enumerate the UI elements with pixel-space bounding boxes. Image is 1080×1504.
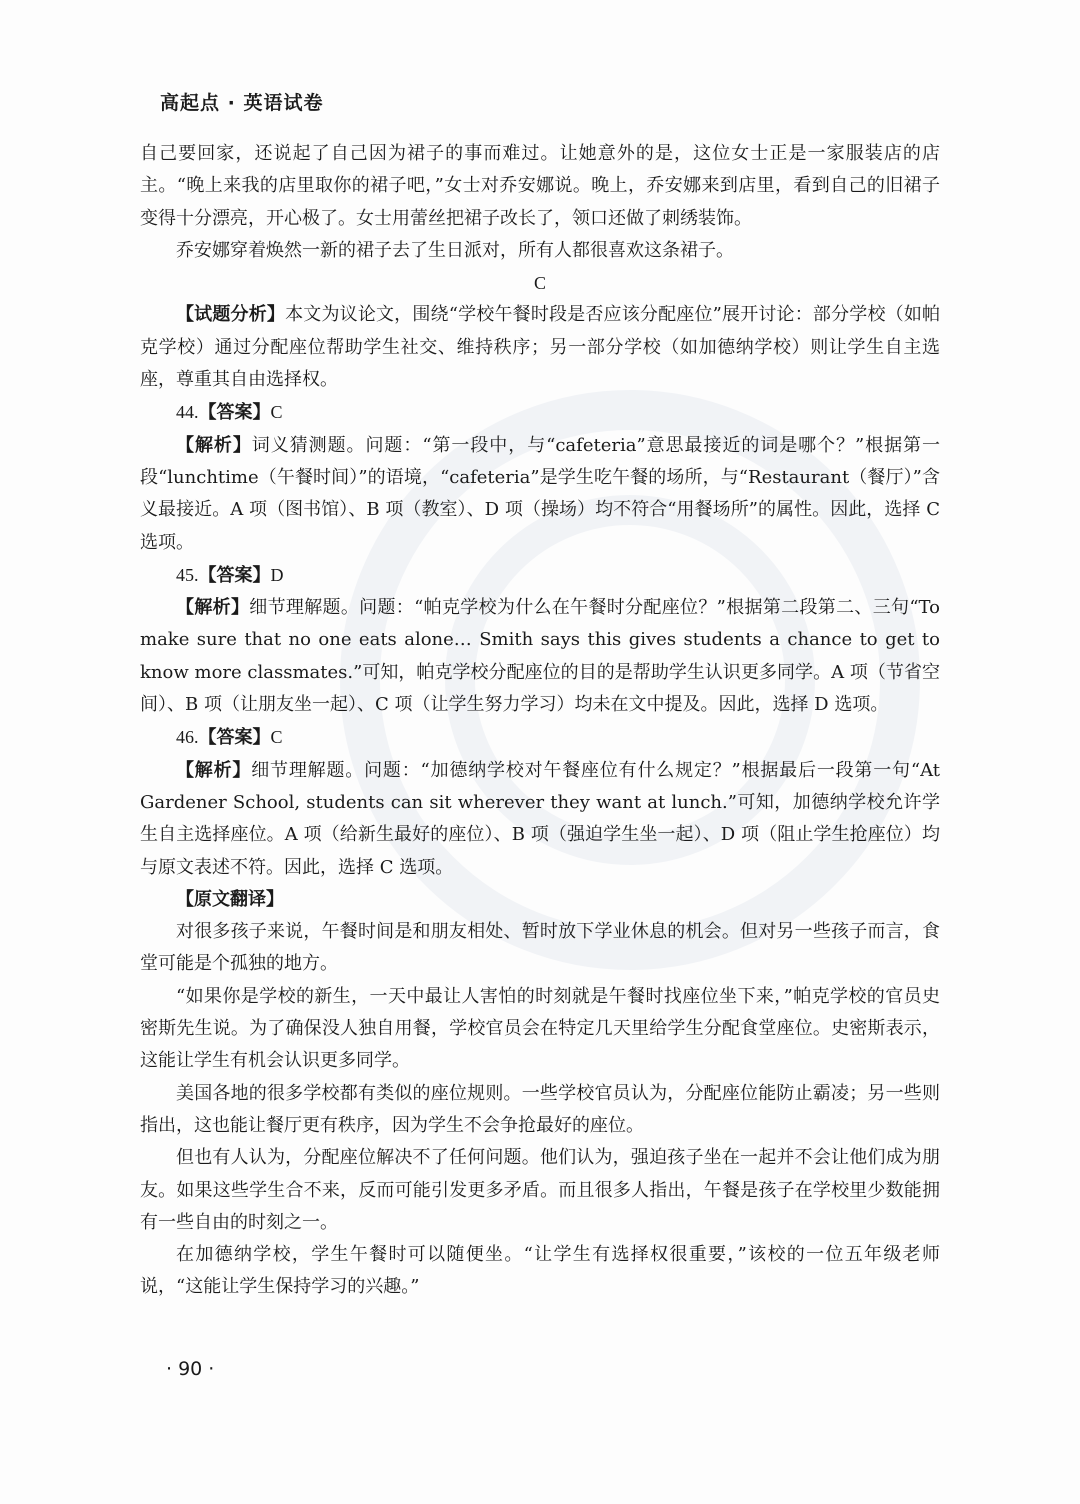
question-number: 45. <box>176 564 199 585</box>
explanation-tag: 【解析】 <box>176 759 252 781</box>
answer-tag: 【答案】 <box>198 402 271 424</box>
explanation-tag: 【解析】 <box>176 597 250 619</box>
answer-value: D <box>270 564 284 585</box>
page-header: 高起点 · 英语试卷 <box>160 92 324 114</box>
translation-paragraph: “如果你是学校的新生，一天中最让人害怕的时刻就是午餐时找座位坐下来，”帕克学校的官员史密斯先生说。为了确保没人独自用餐，学校官员会在特定几天里给学生分配食堂座位。史密斯表示，这能让学生有机会认识更多同学。 <box>140 985 940 1072</box>
explanation-text: 细节理解题。问题：“帕克学校为什么在午餐时分配座位？”根据第二段第二、三句“To make sure that no one eats alone… Smith says this gives students a chance to get to know more classmates.”可知，帕克学校分配座位的目的是帮助学生认识更多同学。A 项（节省空间）、B 项（让朋友坐一起）、C 项（让学生努力学习）均未在文中提及。因此，选择 D 选项。 <box>140 597 940 716</box>
translation-paragraph: 在加德纳学校，学生午餐时可以随便坐。“让学生有选择权很重要，”该校的一位五年级老师说，“这能让学生保持学习的兴趣。” <box>140 1244 940 1298</box>
explanation-text: 词义猜测题。问题：“第一段中，与“cafeteria”意思最接近的词是哪个？”根据第一段“lunchtime（午餐时间）”的语境，“cafeteria”是学生吃午餐的场所，与“Restaurant（餐厅）”含义最接近。A 项（图书馆）、B 项（教室）、D 项（操场）均不符合“用餐场所”的属性。因此，选择 C 选项。 <box>140 434 940 553</box>
explanation-paragraph <box>140 430 940 559</box>
analysis-paragraph <box>140 299 940 396</box>
section-letter: C <box>533 273 546 294</box>
question-number: 44. <box>176 402 199 423</box>
explanation-text: 细节理解题。问题：“加德纳学校对午餐座位有什么规定？”根据最后一段第一句“At Gardener School, students can sit wherever they want at lunch.”可知，加德纳学校允许学生自主选择座位。A 项（给新生最好的座位）、B 项（强迫学生坐一起）、D 项（阻止学生抢座位）均与原文表述不符。因此，选择 C 选项。 <box>140 759 940 878</box>
answer-value: C <box>270 402 283 423</box>
translation-heading <box>140 884 940 916</box>
story-paragraph: 自己要回家，还说起了自己因为裙子的事而难过。让她意外的是，这位女士正是一家服装店的店主。“晚上来我的店里取你的裙子吧，”女士对乔安娜说。晚上，乔安娜来到店里，看到自己的旧裙子变得十分漂亮，开心极了。女士用蕾丝把裙子改长了，领口还做了刺绣装饰。 <box>140 143 940 229</box>
translation-tag: 【原文翻译】 <box>176 888 284 910</box>
explanation-paragraph <box>140 755 940 884</box>
answer-line <box>140 396 940 429</box>
answer-tag: 【答案】 <box>198 727 271 749</box>
analysis-tag: 【试题分析】 <box>176 304 286 326</box>
translation-paragraph: 美国各地的很多学校都有类似的座位规则。一些学校官员认为，分配座位能防止霸凌；另一些则指出，这也能让餐厅更有秩序，因为学生不会争抢最好的座位。 <box>140 1082 940 1136</box>
translation-paragraph: 对很多孩子来说，午餐时间是和朋友相处、暂时放下学业休息的机会。但对另一些孩子而言，食堂可能是个孤独的地方。 <box>140 921 940 975</box>
question-number: 46. <box>176 727 199 748</box>
answer-line <box>140 559 940 592</box>
answer-tag: 【答案】 <box>198 564 271 586</box>
page-number: · 90 · <box>166 1358 215 1380</box>
explanation-paragraph <box>140 592 940 721</box>
explanation-tag: 【解析】 <box>176 434 252 456</box>
answer-value: C <box>270 727 283 748</box>
page-content <box>140 138 940 1304</box>
translation-paragraph: 但也有人认为，分配座位解决不了任何问题。他们认为，强迫孩子坐在一起并不会让他们成为朋友。如果这些学生合不来，反而可能引发更多矛盾。而且很多人指出，午餐是孩子在学校里少数能拥有一些自由的时刻之一。 <box>140 1147 940 1233</box>
story-paragraph: 乔安娜穿着焕然一新的裙子去了生日派对，所有人都很喜欢这条裙子。 <box>176 239 734 261</box>
answer-line <box>140 721 940 754</box>
analysis-text: 本文为议论文，围绕“学校午餐时段是否应该分配座位”展开讨论：部分学校（如帕克学校）通过分配座位帮助学生社交、维持秩序；另一部分学校（如加德纳学校）则让学生自主选座，尊重其自由选择权。 <box>140 304 941 391</box>
